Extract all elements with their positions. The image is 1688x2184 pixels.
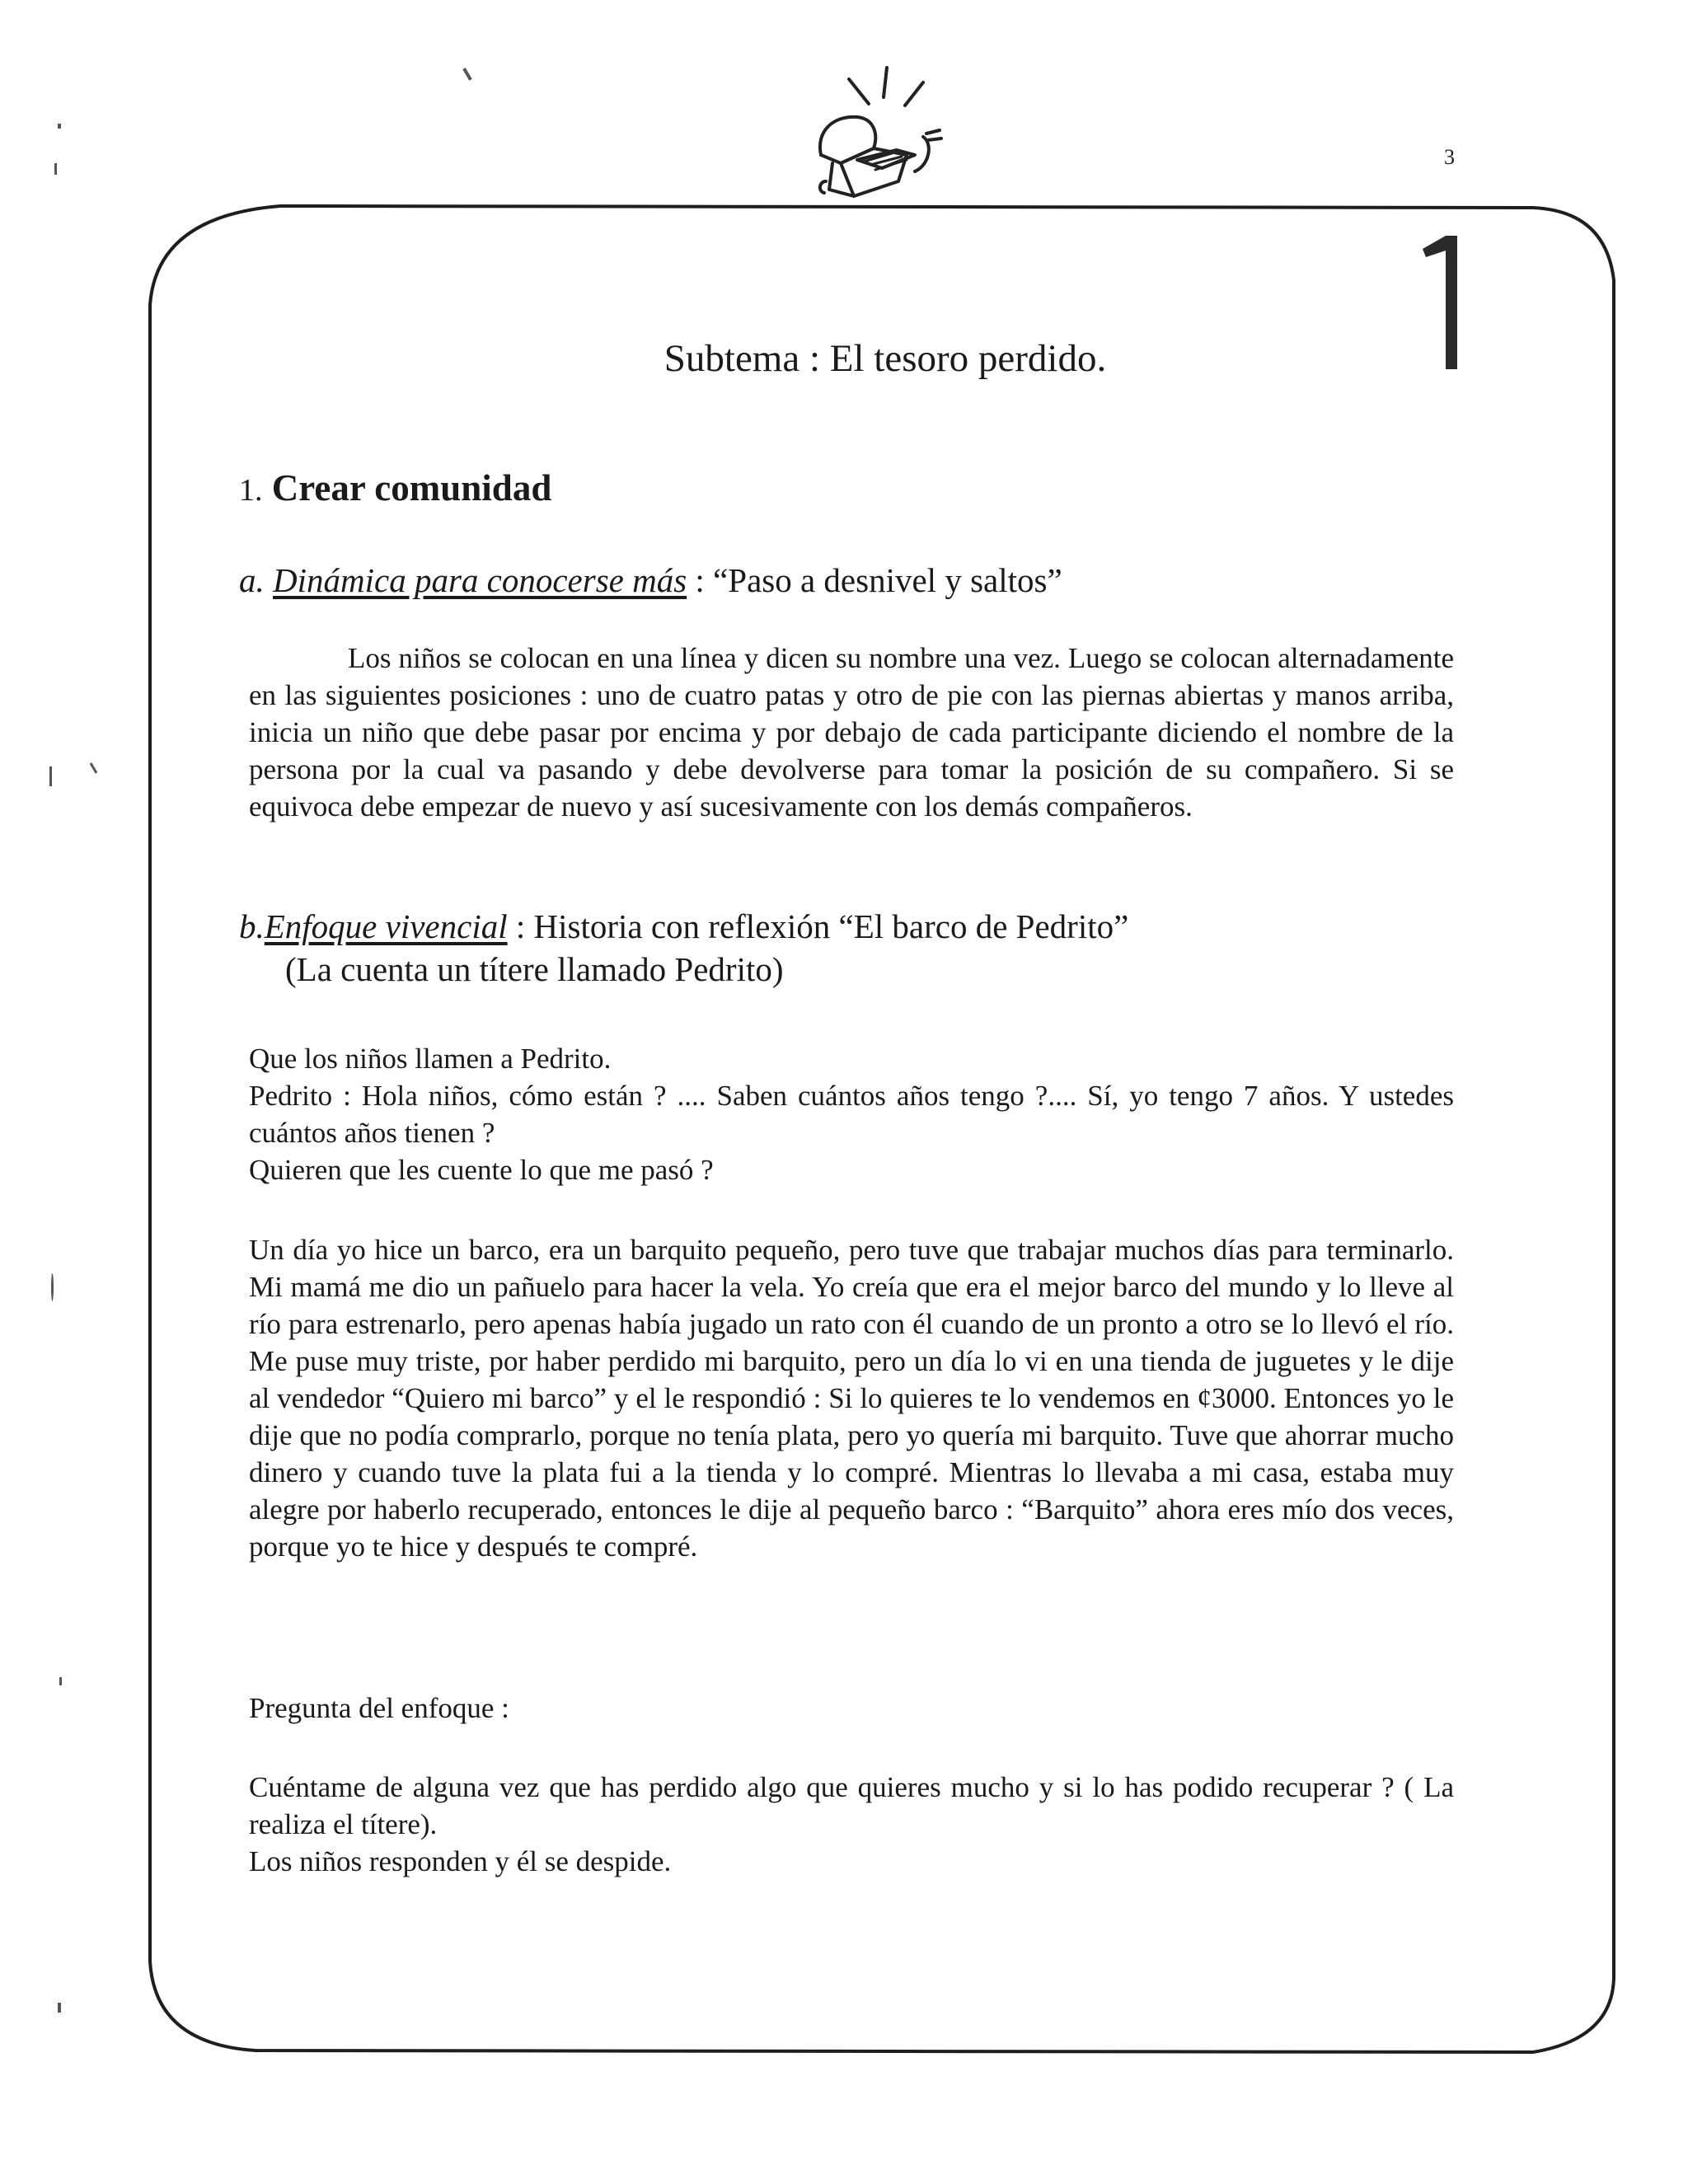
closing-line: Los niños responden y él se despide. [249, 1845, 672, 1877]
question-line: Quieren que les cuente lo que me pasó ? [249, 1154, 714, 1186]
dinamica-heading [239, 559, 1062, 602]
section-heading [239, 466, 551, 509]
section-number: 1. [239, 473, 263, 508]
enfoque-label: Enfoque vivencial [264, 907, 508, 945]
enfoque-separator: : [507, 907, 534, 945]
enfoque-heading [239, 905, 1128, 948]
enfoque-letter: b. [239, 907, 265, 945]
dinamica-text: Los niños se colocan en una línea y dicen su nombre una vez. Luego se colocan alternadamente en las siguientes posiciones : uno de cuatro patas y otro de pie con las piernas abiertas y manos arriba, inicia un niño que debe pasar por encima y por debajo de cada participante diciendo el nombre de la persona por la cual va pasando y debe devolverse para tomar la posición de su compañero. Si se equivoca debe empezar de nuevo y así sucesivamente con los demás compañeros. [249, 642, 1454, 823]
dinamica-letter: a. [239, 561, 265, 599]
dialogue-text: Pedrito : Hola niños, cómo están ? .... Saben cuántos años tengo ?.... Sí, yo tengo 7 años. Y ustedes cuántos años tienen ? [249, 1080, 1454, 1149]
dinamica-separator: : [687, 561, 714, 599]
enfoque-subtitle: (La cuenta un títere llamado Pedrito) [285, 950, 784, 988]
enfoque-title: Historia con reflexión “El barco de Pedrito” [533, 907, 1129, 945]
section-title: Crear comunidad [271, 467, 552, 509]
story-text: Un día yo hice un barco, era un barquito pequeño, pero tuve que trabajar muchos días para terminarlo. Mi mamá me dio un pañuelo para hacer la vela. Yo creía que era el mejor barco del mundo y lo lleve al río para estrenarlo, pero apenas había jugado un rato con él cuando de un pronto a otro se lo llevó el río. Me puse muy triste, por haber perdido mi barquito, pero un día lo vi en una tienda de juguetes y le dije al vendedor “Quiero mi barco” y el le respondió : Si lo quieres te lo vendemos en ¢3000. Entonces yo le dije que no podía comprarlo, porque no tenía plata, pero yo quería mi barquito. Tuve que ahorrar mucho dinero y cuando tuve la plata fui a la tienda y lo compré. Mientras lo llevaba a mi casa, estaba muy alegre por haberlo recuperado, entonces le dije al pequeño barco : “Barquito” ahora eres mío dos veces, porque yo te hice y después te compré. [249, 1234, 1454, 1563]
question-label: Pregunta del enfoque : [249, 1692, 509, 1724]
dinamica-title: “Paso a desnivel y saltos” [713, 561, 1062, 599]
question-text: Cuéntame de alguna vez que has perdido algo que quieres mucho y si lo has podido recuperar ? ( La realiza el títere). [249, 1771, 1454, 1840]
subtema-title: Subtema : El tesoro perdido. [663, 337, 1107, 380]
page-number: 3 [1444, 145, 1455, 169]
dinamica-label: Dinámica para conocerse más [273, 561, 687, 599]
intro-line: Que los niños llamen a Pedrito. [249, 1043, 612, 1075]
